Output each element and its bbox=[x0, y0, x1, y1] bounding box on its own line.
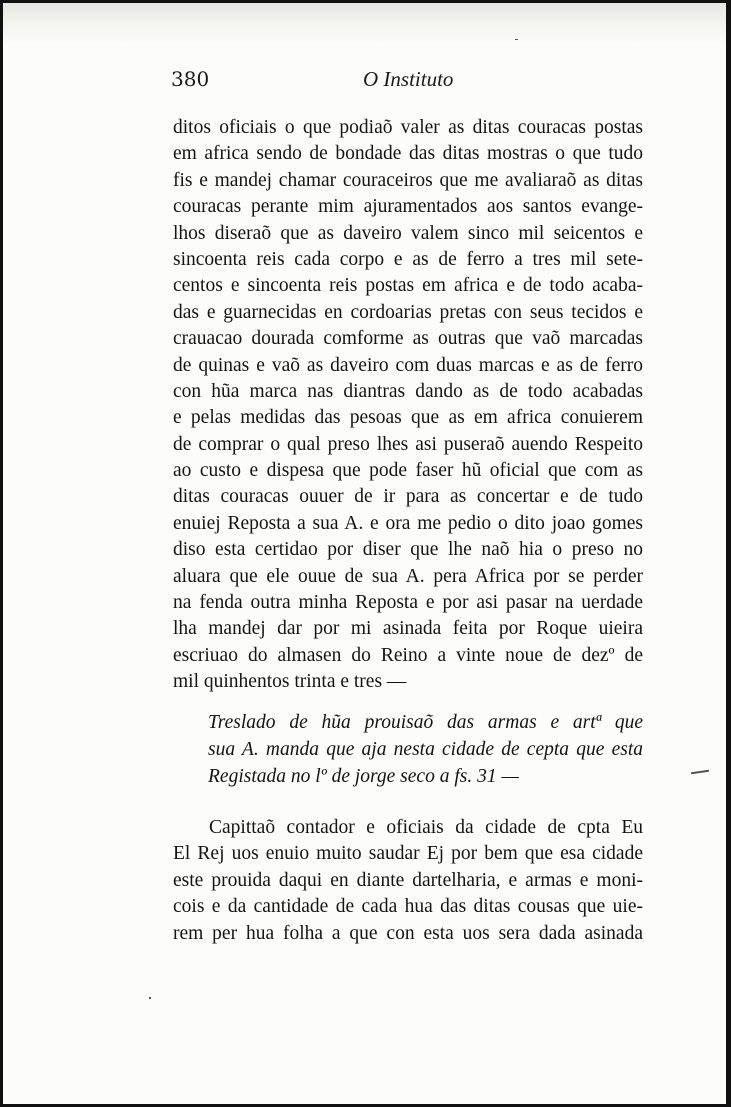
text-line: na fenda outra minha Reposta e por asi pasar na uerdade bbox=[173, 592, 643, 614]
text-line: escriuao do almasen do Reino a vinte noue de dezº de bbox=[173, 644, 643, 666]
text-line: lhos diseraõ que as daveiro valem sinco mil seicentos e bbox=[173, 222, 643, 244]
text-line: cois e da cantidade de cada hua das ditas cousas que uie- bbox=[173, 896, 643, 918]
text-line: ditos oficiais o que podiaõ valer as ditas couracas postas bbox=[173, 117, 643, 138]
text-line: mil quinhentos trinta e tres — bbox=[173, 671, 407, 693]
text-line: diso esta certidao por diser que lhe naõ hia o preso no bbox=[173, 539, 643, 561]
text-line: crauacao dourada comforme as outras que vaõ marcadas bbox=[173, 328, 643, 350]
text-line: couracas perante mim ajuramentados aos santos evange- bbox=[173, 196, 643, 218]
text-line: El Rej uos enuio muito saudar Ej por bem que esa cidade bbox=[173, 843, 643, 865]
text-line: de comprar o qual preso lhes asi puseraõ auendo Respeito bbox=[173, 433, 643, 455]
text-line: aluara que ele ouue de sua A. pera Africa por se perder bbox=[173, 565, 643, 587]
text-line: este prouida daqui en diante dartelharia, e armas e moni- bbox=[173, 869, 643, 891]
text-line: lha mandej dar por mi asinada feita por Roque uieira bbox=[173, 618, 643, 640]
text-line: fis e mandej chamar couraceiros que me avaliaraõ as ditas bbox=[173, 169, 643, 191]
text-line: Capittaõ contador e oficiais da cidade de cpta Eu bbox=[209, 817, 643, 838]
scan-mark bbox=[691, 770, 709, 774]
scan-shadow bbox=[3, 3, 726, 45]
text-line: de quinas e vaõ as daveiro com duas marcas e as de ferro bbox=[173, 354, 643, 376]
text-line: enuiej Reposta a sua A. e ora me pedio o dito joao gomes bbox=[173, 512, 643, 534]
text-line: em africa sendo de bondade das ditas mostras o que tudo bbox=[173, 143, 643, 165]
text-line: sincoenta reis cada corpo e as de ferro a tres mil sete- bbox=[173, 248, 643, 270]
page-number: 380 bbox=[171, 67, 210, 91]
text-line: das e guarnecidas en cordoarias pretas con seus tecidos e bbox=[173, 301, 643, 323]
text-line: centos e sincoenta reis postas em africa e de todo acaba- bbox=[173, 275, 643, 297]
paragraph-1 bbox=[173, 115, 643, 696]
paragraph-2 bbox=[173, 815, 643, 947]
heading-line: Registada no lº de jorge seco a fs. 31 — bbox=[208, 766, 519, 787]
scan-speck bbox=[149, 997, 151, 999]
running-head: O Instituto bbox=[363, 67, 454, 91]
section-heading bbox=[208, 709, 643, 790]
text-line: ditas couracas ouuer de ir para as concertar e de tudo bbox=[173, 486, 643, 508]
text-line: rem per hua folha a que con esta uos sera dada asinada bbox=[173, 922, 643, 944]
text-line: con hũa marca nas diantras dando as de todo acabadas bbox=[173, 380, 643, 402]
text-line: ao custo e dispesa que pode faser hũ oficial que com as bbox=[173, 460, 643, 482]
heading-line: Treslado de hũa prouisaõ das armas e artª que bbox=[208, 712, 643, 733]
heading-line: sua A. manda que aja nesta cidade de cepta que esta bbox=[208, 739, 643, 760]
text-line: e pelas medidas das pesoas que as em africa conuierem bbox=[173, 407, 643, 429]
scan-speck bbox=[515, 39, 518, 40]
